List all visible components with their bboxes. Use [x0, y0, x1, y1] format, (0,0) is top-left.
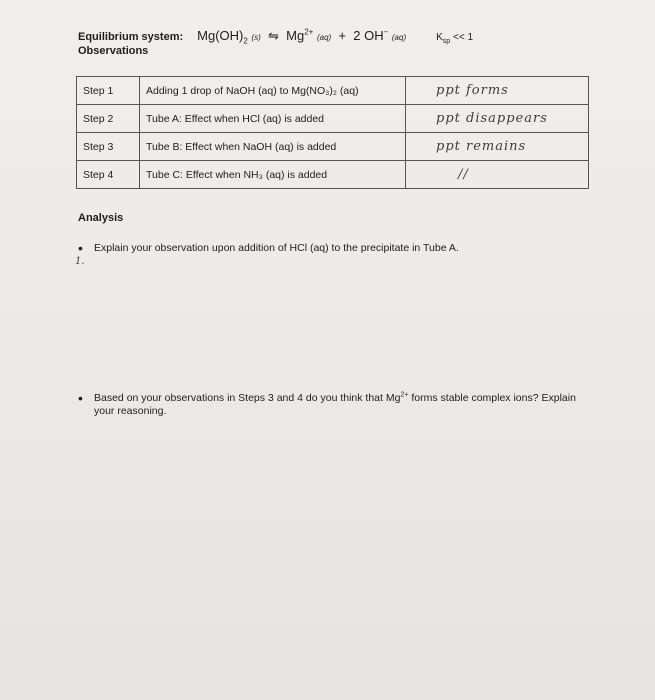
question-2-charge: 2+	[400, 391, 409, 399]
analysis-title: Analysis	[78, 212, 124, 224]
observations-title: Observations	[78, 45, 149, 57]
step-cell: Step 3	[77, 133, 140, 161]
analysis-question-2	[78, 392, 588, 418]
ksp-subscript: sp	[442, 38, 451, 45]
handwritten-observation[interactable]: ppt disappears	[406, 105, 589, 133]
reactant: Mg(OH)	[197, 28, 244, 43]
bullet-point: •	[78, 390, 83, 406]
description-cell: Adding 1 drop of NaOH (aq) to Mg(NO₃)₂ (aq)	[140, 77, 406, 105]
anion-charge: −	[383, 27, 389, 37]
bullet-point: •	[78, 240, 83, 256]
step-cell: Step 2	[77, 105, 140, 133]
handwritten-observation[interactable]: //	[406, 161, 589, 189]
handwritten-observation[interactable]: ppt remains	[406, 133, 589, 161]
description-cell: Tube B: Effect when NaOH (aq) is added	[140, 133, 406, 161]
reactant-phase: (s)	[251, 33, 261, 42]
analysis-question-1	[78, 242, 558, 255]
cation: Mg	[286, 28, 305, 43]
table-row	[77, 77, 589, 105]
cation-charge: 2+	[304, 27, 314, 37]
cation-phase: (aq)	[316, 33, 332, 42]
plus-sign: +	[338, 28, 347, 43]
description-cell: Tube C: Effect when NH₃ (aq) is added	[140, 161, 406, 189]
question-2-text	[94, 392, 584, 418]
step-cell: Step 1	[77, 77, 140, 105]
ksp-expression	[436, 32, 473, 43]
table-row	[77, 161, 589, 189]
anion-phase: (aq)	[391, 33, 407, 42]
question-2-part-1: Based on your observations in Steps 3 and 4 do you think that Mg	[94, 392, 401, 404]
description-cell: Tube A: Effect when HCl (aq) is added	[140, 105, 406, 133]
table-row	[77, 133, 589, 161]
reactant-subscript: 2	[243, 36, 248, 46]
table-row	[77, 105, 589, 133]
equilibrium-system-line	[78, 28, 473, 44]
observations-table	[76, 76, 589, 189]
anion: 2 OH	[353, 28, 384, 43]
equilibrium-equation	[197, 28, 406, 44]
ksp-relation: << 1	[452, 32, 474, 43]
question-2-part-2: forms stable complex ions? Explain your reasoning.	[94, 392, 576, 417]
handwritten-annotation: 1.	[75, 256, 85, 267]
equilibrium-label: Equilibrium system:	[78, 31, 184, 43]
equilibrium-arrow: ⇋	[268, 28, 279, 43]
step-cell: Step 4	[77, 161, 140, 189]
question-1-text: Explain your observation upon addition of HCl (aq) to the precipitate in Tube A.	[94, 242, 459, 254]
ksp-symbol: K	[436, 32, 443, 43]
handwritten-observation[interactable]: ppt forms	[406, 77, 589, 105]
